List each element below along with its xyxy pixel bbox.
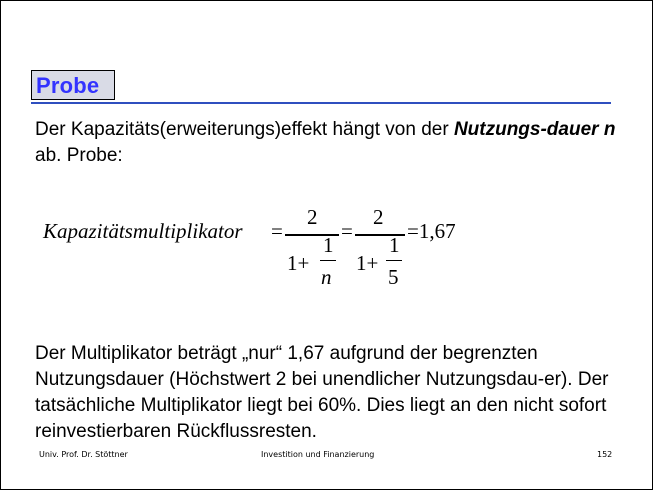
footer-course: Investition und Finanzierung — [261, 450, 375, 459]
intro-text: Der Kapazitäts(erweiterungs)effekt hängt von der — [35, 119, 454, 140]
slide-title: Probe — [36, 73, 100, 98]
fraction1-numerator: 2 — [307, 205, 318, 229]
fraction1-small-numerator: 1 — [323, 233, 334, 257]
fraction1-denominator-prefix: 1+ — [287, 251, 310, 275]
title-underline — [31, 102, 611, 104]
formula — [43, 205, 473, 295]
formula-label: Kapazitätsmultiplikator — [43, 219, 243, 243]
footer-page-number: 152 — [597, 450, 613, 459]
formula-result: =1,67 — [407, 219, 456, 243]
intro-emphasis: Nutzungs-dauer n — [453, 119, 616, 140]
formula-equals-2: = — [341, 219, 353, 243]
footer-author: Univ. Prof. Dr. Stöttner — [39, 450, 128, 459]
fraction2-small-numerator: 1 — [389, 233, 400, 257]
intro-text-end: ab. Probe: — [35, 145, 123, 166]
fraction1-small-bar — [320, 260, 336, 261]
fraction2-denominator-prefix: 1+ — [356, 251, 379, 275]
paragraph-explanation: Der Multiplikator beträgt „nur“ 1,67 aufgrund der begrenzten Nutzungsdauer (Höchstwert 2 bei unendlicher Nutzungsdau-er). Der tatsächliche Multiplikator liegt bei 60%. Dies liegt an den nicht sofort reinvestierbaren Rückflussresten. — [35, 343, 609, 442]
paragraph-intro — [35, 117, 620, 169]
fraction1-small-denominator: n — [321, 265, 332, 289]
fraction2-small-bar — [386, 260, 402, 261]
formula-equals-1: = — [271, 219, 283, 243]
title-box — [31, 70, 115, 100]
fraction2-numerator: 2 — [373, 205, 384, 229]
fraction2-small-denominator: 5 — [388, 265, 399, 289]
